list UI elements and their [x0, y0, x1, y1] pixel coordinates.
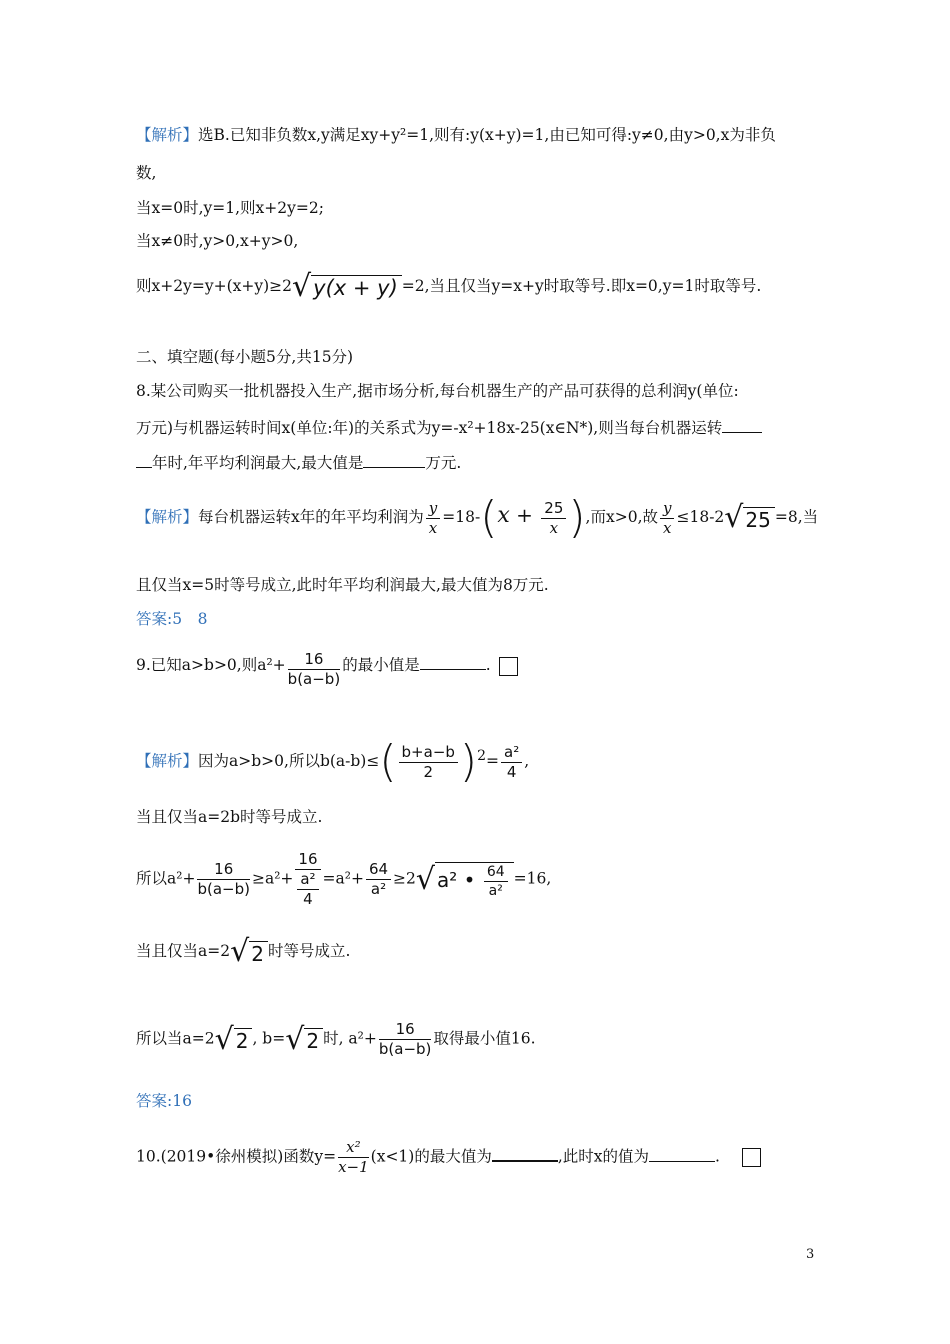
nested-fraction: $\frac{16}{\frac{\text{a²}}{4}}$ [295, 852, 320, 907]
p7-text1: 选B.已知非负数x,y满足xy+y²=1,则有:y(x+y)=1,由已知可得:y≠0,由y>0,x为非负 [198, 126, 776, 144]
answer-blank [492, 1160, 558, 1162]
p7-line5-a: 则x+2y=y+(x+y)≥2 [136, 277, 293, 295]
fraction-16-over-b: $\frac{16}{b(a-b)}$ [197, 860, 250, 898]
answer-blank-2 [363, 467, 425, 468]
answer-blank [420, 669, 486, 670]
p7-line3: 当x=0时,y=1,则x+2y=2; [136, 199, 324, 217]
sqrt-2-b: √ 2 [285, 1025, 323, 1055]
p7-line5-b: =2,当且仅当y=x+y时取等号.即x=0,y=1时取等号. [401, 277, 762, 295]
q9-question: 9.已知a>b>0,则a²+ $\frac{16}{b(a-b)}$ 的最小值是 . [136, 652, 518, 687]
sqrt-product: √ a² • $\frac{64}{\text{a²}}$ [416, 862, 514, 898]
checkbox-icon [742, 1148, 761, 1167]
q8-solution-2: 且仅当x=5时等号成立,此时年平均利润最大,最大值为8万元. [136, 576, 549, 594]
sqrt-expression: √y(x + y) [292, 272, 402, 302]
fraction-64-over-a2: $\frac{64}{\text{a²}}$ [366, 862, 391, 897]
fraction-x2-over-x-1: $\frac{\text{x²}}{x-1}$ [338, 1138, 369, 1176]
fraction-16-over-b: $\frac{16}{b(a-b)}$ [287, 650, 341, 688]
q10-question: 10.(2019•徐州模拟)函数y= $\frac{\text{x²}}{x-1}$ (x<1)的最大值为 ,此时x的值为 . [136, 1140, 761, 1175]
checkbox-icon [499, 657, 518, 676]
q9-solution-3: 所以a²+ $\frac{16}{b(a-b)}$ ≥a²+ $\frac{16}{\frac{\text{a²}}{4}}$ =a²+ $\frac{64}{\text{a²}}$ ≥2√ a² • $\frac{64}{\text{a²}}$ =16, [136, 850, 552, 908]
q8-solution: 【解析】每台机器运转x年的年平均利润为 $\frac{y}{x}$ =18-(x + $\frac{25}{x}$ ),而x>0,故 $\frac{y}{x}$ ≤18-2√ 25 =8,当 [136, 492, 819, 543]
q8-line3: 年时,年平均利润最大,最大值是 万元. [136, 456, 461, 472]
sqrt-2: √ 2 [215, 1025, 253, 1055]
p7-line4: 当x≠0时,y>0,x+y>0, [136, 232, 299, 250]
q9-answer: 答案:16 [136, 1092, 192, 1110]
q8-answer: 答案:5 8 [136, 610, 208, 628]
sqrt-25: √ 25 [724, 503, 775, 533]
q9-solution-1: 【解析】因为a>b>0,所以b(a-b)≤( $\frac{b+a-b}{2}$ )$^2$= $\frac{\text{a²}}{4}$ , [136, 736, 530, 787]
fraction-y-over-x: $\frac{y}{x}$ [426, 501, 440, 536]
page-number: 3 [806, 1247, 815, 1262]
q8-line1: 8.某公司购买一批机器投入生产,据市场分析,每台机器生产的产品可获得的总利润y(单位: [136, 382, 739, 400]
fraction-16-over-b: $\frac{16}{b(a-b)}$ [378, 1020, 432, 1058]
answer-blank-cont [136, 467, 152, 468]
p7-line1 [136, 128, 776, 144]
analysis-label: 【解析】 [136, 508, 199, 526]
answer-blank [722, 432, 762, 433]
q9-solution-4: 当且仅当a=2√ 2 时等号成立. [136, 934, 351, 969]
section-heading: 二、填空题(每小题5分,共15分) [136, 348, 354, 366]
q9-solution-2: 当且仅当a=2b时等号成立. [136, 808, 323, 826]
q9-solution-5: 所以当a=2√ 2 , b=√ 2 时, a²+ $\frac{16}{b(a-b)}$ 取得最小值16. [136, 1020, 536, 1058]
fraction-a2-over-4: $\frac{\text{a²}}{4}$ [501, 745, 522, 780]
analysis-label: 【解析】 [136, 126, 199, 144]
p7-line2: 数, [136, 164, 157, 182]
q8-line2: 万元)与机器运转时间x(单位:年)的关系式为y=-x²+18x-25(x∈N*),则当每台机器运转 [136, 421, 762, 437]
fraction-y-over-x-2: $\frac{y}{x}$ [660, 501, 674, 536]
analysis-label: 【解析】 [136, 752, 199, 770]
fraction-mean: $\frac{b+a-b}{2}$ [399, 745, 458, 780]
sqrt-2: √ 2 [230, 937, 268, 967]
answer-blank-2 [649, 1161, 715, 1162]
fraction-25-over-x: $\frac{25}{x}$ [541, 501, 566, 536]
p7-line5 [136, 269, 762, 304]
